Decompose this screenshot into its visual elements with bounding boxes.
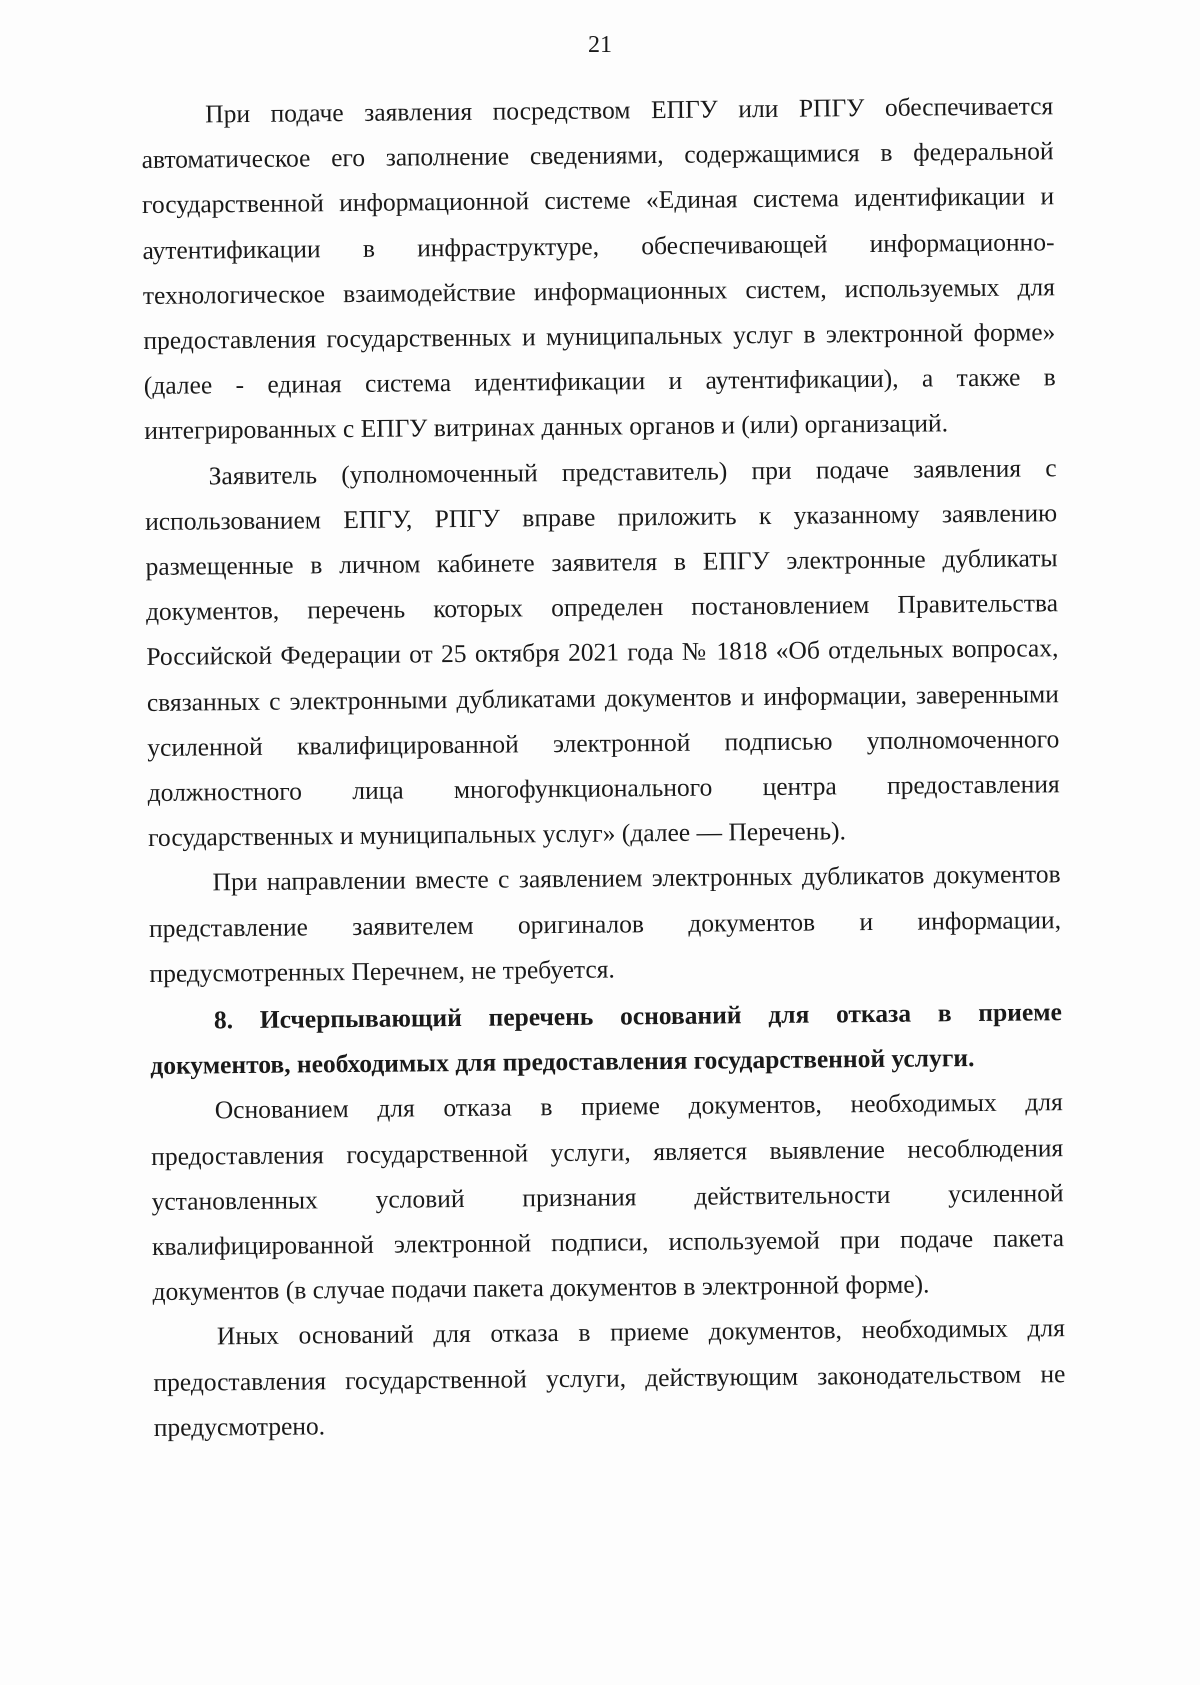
paragraph-originals-not-required: При направлении вместе с заявлением электронных дубликатов документов представление заявителем оригиналов документов и информации, предусмотренных Перечнем, не требуется. [148,859,1062,988]
paragraph-refusal-ground: Основанием для отказа в приеме документов, необходимых для предоставления государственной услуги, является выявление несоблюдения установленных условий признания действительности усиленной квалифицированной электронной подписи, используемой при подаче пакета документов (в случае подачи пакета документов в электронной форме). [151,1087,1065,1307]
document-body [141,83,1066,1450]
paragraph-epgu-autofill: При подаче заявления посредством ЕПГУ или РПГУ обеспечивается автоматическое его заполнение сведениями, содержащимися в федеральной государственной информационной системе «Единая система идентификации и аутентификации в инфраструктуре, обеспечивающей информационно-технологическое взаимодействие информационных систем, используемых для предоставления государственных и муниципальных услуг в электронной форме» (далее - единая система идентификации и аутентификации), а также в интегрированных с ЕПГУ витринах данных органов и (или) организаций. [141,91,1056,446]
paragraph-electronic-duplicates: Заявитель (уполномоченный представитель) при подаче заявления с использованием ЕПГУ, РПГУ вправе приложить к указанному заявлению размещенные в личном кабинете заявителя в ЕПГУ электронные дубликаты документов, перечень которых определен постановлением Правительства Российской Федерации от 25 октября 2021 года № 1818 «Об отдельных вопросах, связанных с электронными дубликатами документов и информации, заверенными усиленной квалифицированной электронной подписью уполномоченного должностного лица многофункционального центра предоставления государственных и муниципальных услуг» (далее — Перечень). [144,452,1060,853]
paragraph-no-other-grounds: Иных оснований для отказа в приеме документов, необходимых для предоставления государственной услуги, действующим законодательством не предусмотрено. [153,1313,1066,1442]
section-heading-refusal-grounds: 8. Исчерпывающий перечень оснований для отказа в приеме документов, необходимых для предоставления государственной услуги. [150,997,1063,1081]
page-number: 21 [588,32,612,58]
